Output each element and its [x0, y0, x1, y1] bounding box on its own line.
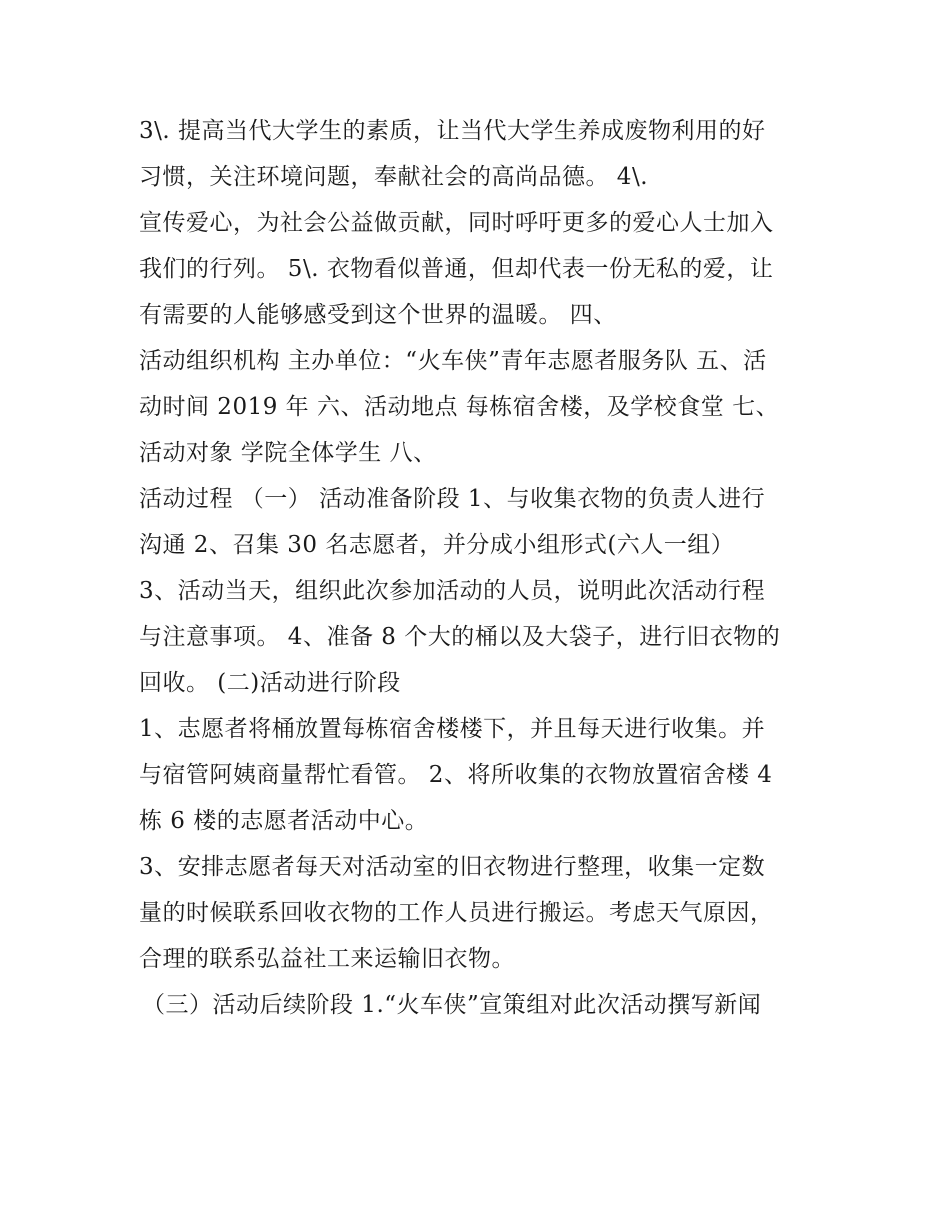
- text-line: 有需要的人能够感受到这个世界的温暖。 四、: [139, 302, 617, 328]
- text-line: 动时间 2019 年 六、活动地点 每栋宿舍楼，及学校食堂 七、: [139, 394, 780, 420]
- text-line: 活动组织机构 主办单位：“火车侠”青年志愿者服务队 五、活: [139, 348, 767, 374]
- text-line: 沟通 2、召集 30 名志愿者，并分成小组形式(六人一组）: [139, 532, 735, 558]
- text-line: 3\. 提高当代大学生的素质，让当代大学生养成废物利用的好: [139, 118, 766, 144]
- text-line: 合理的联系弘益社工来运输旧衣物。: [139, 946, 515, 972]
- text-line: 量的时候联系回收衣物的工作人员进行搬运。考虑天气原因，: [139, 900, 774, 926]
- text-line: 习惯，关注环境问题，奉献社会的高尚品德。 4\.: [139, 164, 649, 190]
- text-line: 栋 6 楼的志愿者活动中心。: [139, 808, 429, 834]
- text-line: 活动过程 （一） 活动准备阶段 1、与收集衣物的负责人进行: [139, 486, 766, 512]
- text-line: 3、安排志愿者每天对活动室的旧衣物进行整理，收集一定数: [139, 854, 766, 880]
- text-line: 活动对象 学院全体学生 八、: [139, 440, 437, 466]
- text-line: 回收。 (二)活动进行阶段: [139, 670, 401, 696]
- text-line: 我们的行列。 5\. 衣物看似普通，但却代表一份无私的爱，让: [139, 256, 774, 282]
- text-line: （三）活动后续阶段 1.“火车侠”宣策组对此次活动撰写新闻: [142, 992, 762, 1018]
- text-line: 与宿管阿姨商量帮忙看管。 2、将所收集的衣物放置宿舍楼 4: [139, 762, 773, 788]
- text-line: 1、志愿者将桶放置每栋宿舍楼楼下，并且每天进行收集。并: [139, 716, 766, 742]
- body-text: [139, 108, 829, 1028]
- text-line: 宣传爱心，为社会公益做贡献，同时呼吁更多的爱心人士加入: [139, 210, 774, 236]
- text-line: 与注意事项。 4、准备 8 个大的桶以及大袋子，进行旧衣物的: [139, 624, 781, 650]
- text-line: 3、活动当天，组织此次参加活动的人员，说明此次活动行程: [139, 578, 766, 604]
